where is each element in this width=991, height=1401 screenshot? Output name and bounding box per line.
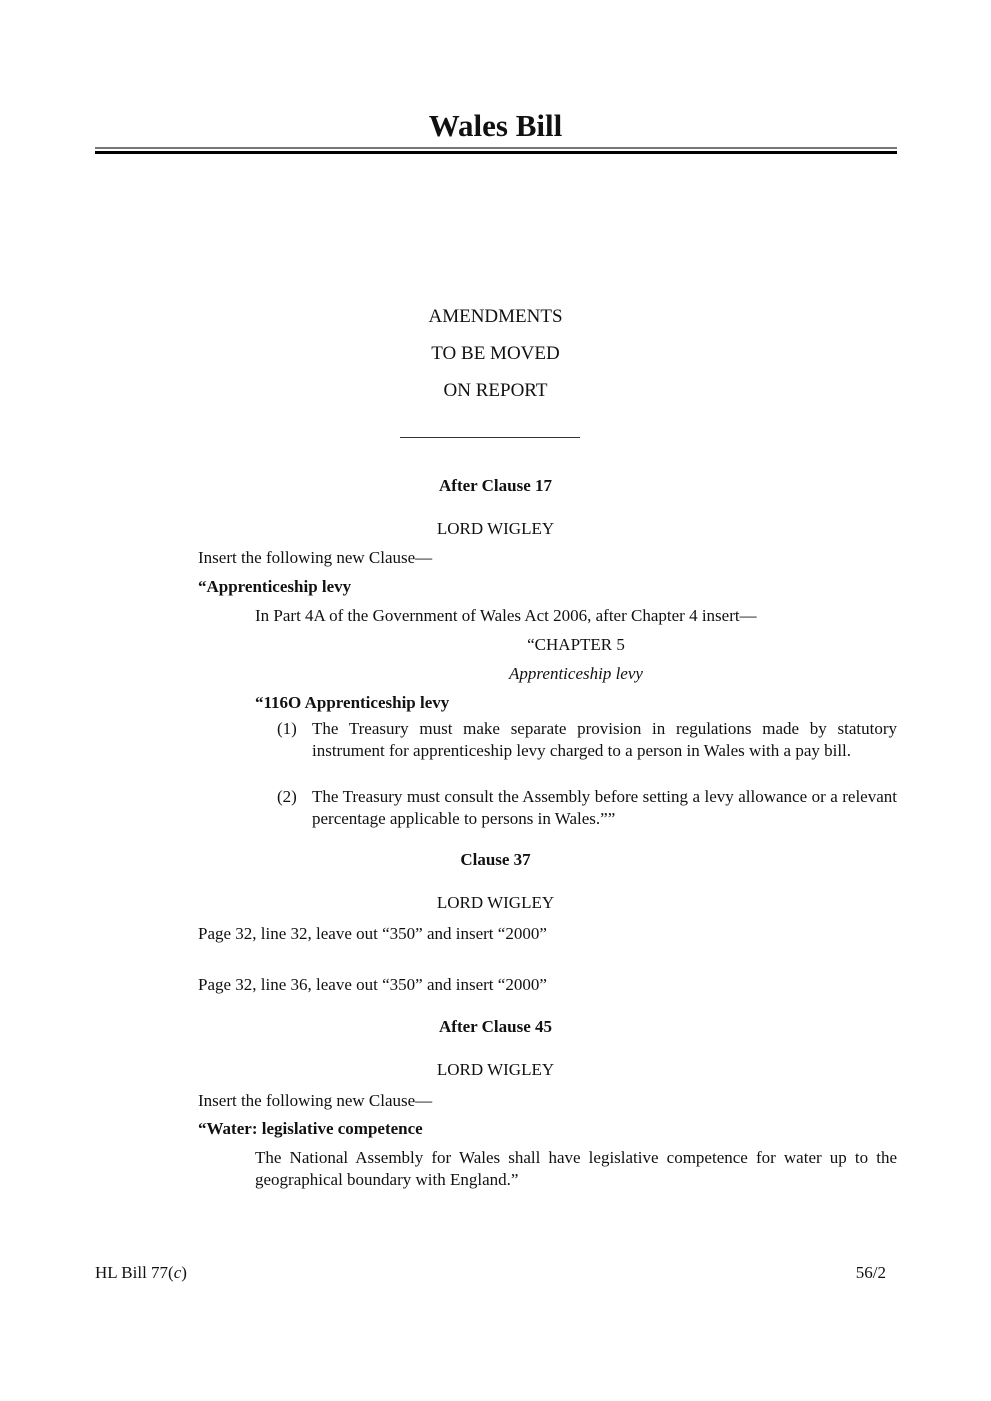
new-clause-title: “Apprenticeship levy <box>198 577 352 596</box>
amendment-instruction: Insert the following new Clause— <box>198 548 433 567</box>
amendment-text: Page 32, line 32, leave out “350” and insert “2000” <box>198 924 547 943</box>
heading-divider <box>400 437 580 438</box>
section-title: “116O Apprenticeship levy <box>255 693 450 712</box>
title-rule-thin <box>95 147 897 149</box>
heading-line-1: AMENDMENTS <box>428 306 563 327</box>
bill-ref-text: HL Bill 77( <box>95 1263 174 1282</box>
document-title: Wales Bill <box>428 108 563 143</box>
subsection-number: (2) <box>277 787 297 806</box>
amendment-instruction: Insert the following new Clause— <box>198 1091 433 1110</box>
clause-intro: In Part 4A of the Government of Wales Act 2006, after Chapter 4 insert— <box>255 606 757 625</box>
heading-line-3: ON REPORT <box>443 380 548 401</box>
title-rule-thick <box>95 151 897 154</box>
subsection-text: The Treasury must make separate provision in regulations made by statutory instrument for apprenticeship levy charged to a person in Wales with a pay bill. <box>312 719 897 760</box>
member-name: LORD WIGLEY <box>436 519 555 538</box>
subsection-number: (1) <box>277 719 297 738</box>
page-reference: 56/2 <box>855 1263 886 1282</box>
new-clause-title: “Water: legislative competence <box>198 1119 423 1138</box>
clause-text: The National Assembly for Wales shall have legislative competence for water up to the geographical boundary with England.” <box>255 1148 897 1189</box>
bill-ref-close: ) <box>181 1263 187 1282</box>
bill-reference <box>95 1262 187 1284</box>
clause-heading: Clause 37 <box>460 850 531 869</box>
chapter-title: Apprenticeship levy <box>509 664 643 683</box>
clause-heading: After Clause 17 <box>439 476 552 495</box>
heading-line-2: TO BE MOVED <box>431 343 560 364</box>
subsection-text: The Treasury must consult the Assembly before setting a levy allowance or a relevant percentage applicable to persons in Wales.”” <box>312 787 897 828</box>
member-name: LORD WIGLEY <box>436 1060 555 1079</box>
member-name: LORD WIGLEY <box>436 893 555 912</box>
bill-ref-suffix: c <box>173 1263 182 1282</box>
chapter-number: “CHAPTER 5 <box>527 635 625 654</box>
clause-heading: After Clause 45 <box>439 1017 552 1036</box>
amendment-text: Page 32, line 36, leave out “350” and insert “2000” <box>198 975 547 994</box>
